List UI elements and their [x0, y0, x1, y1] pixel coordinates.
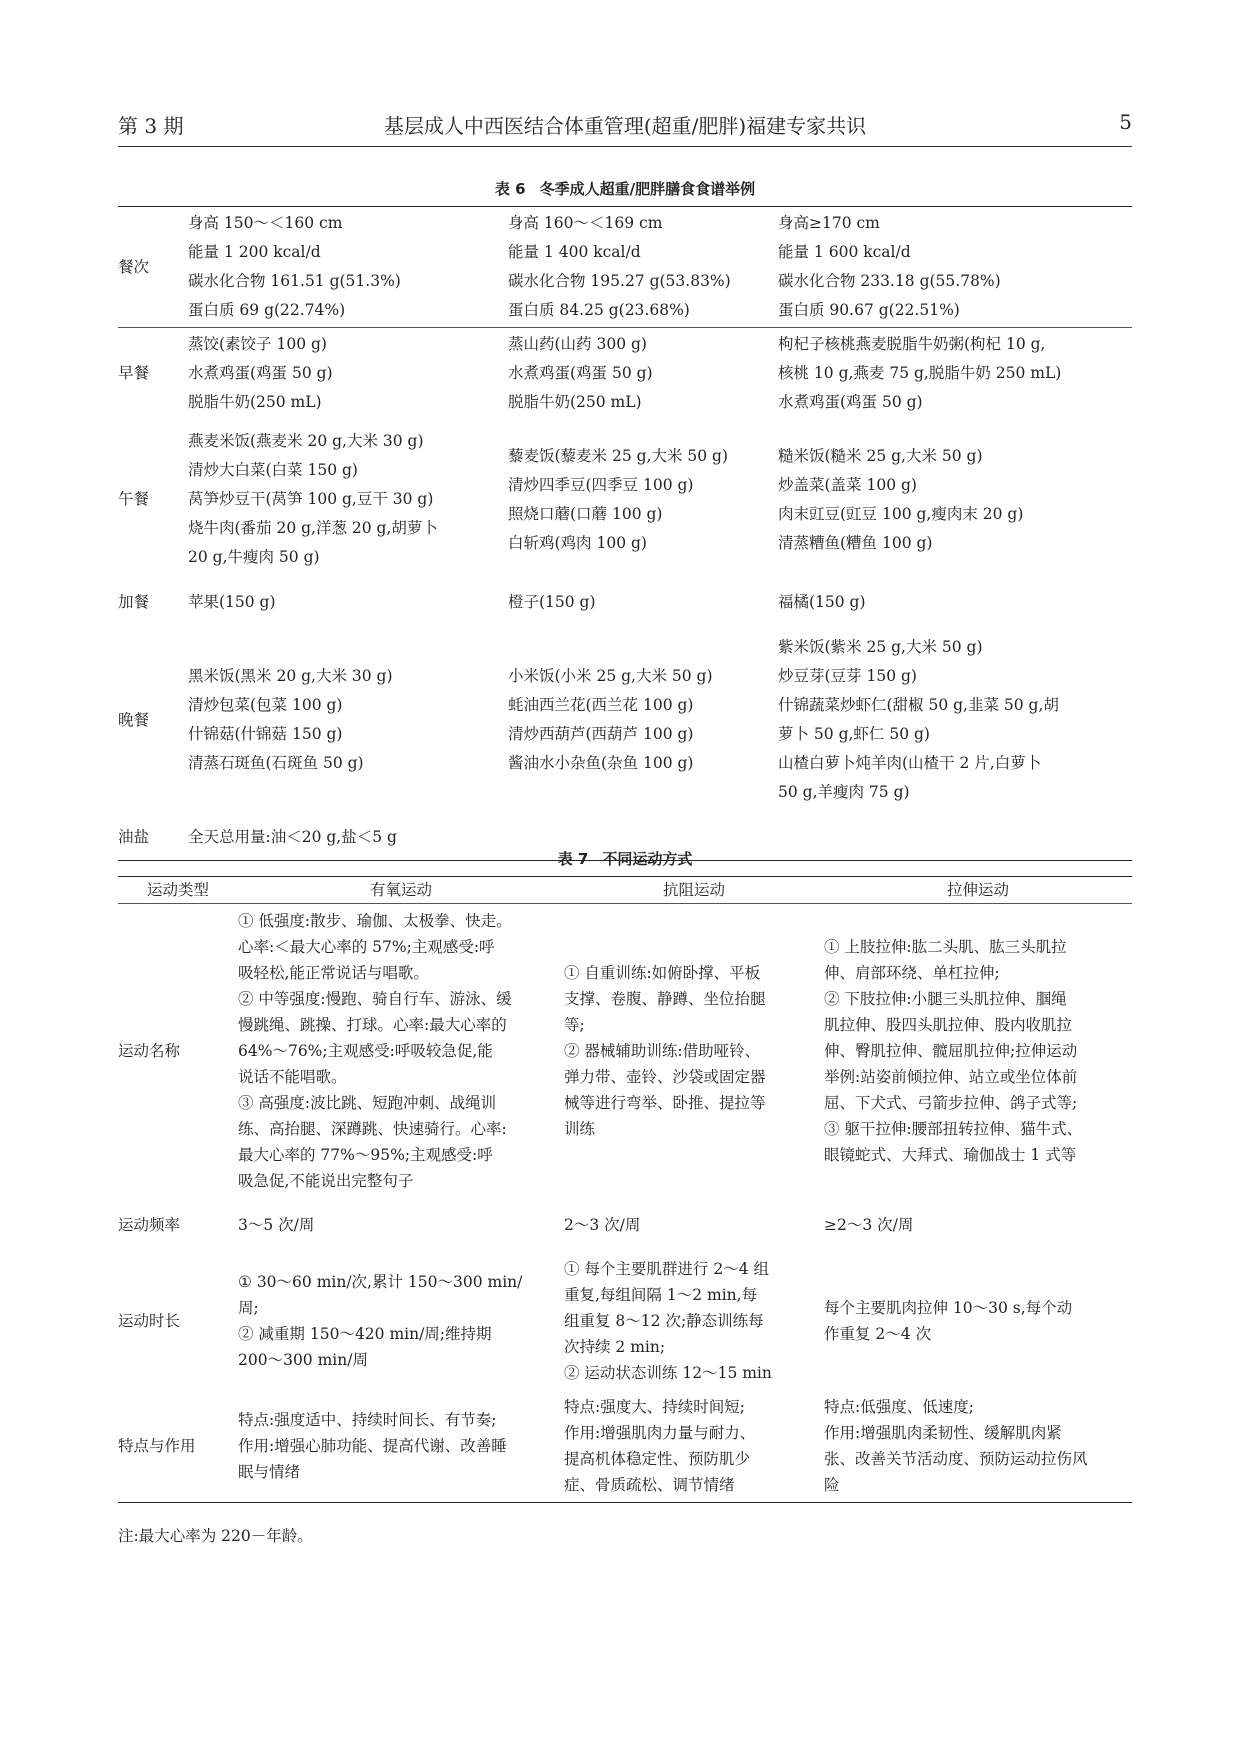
cell-line: 什锦菇(什锦菇 150 g): [188, 725, 343, 743]
menu-cell: [508, 625, 778, 815]
cell-line: 燕麦米饭(燕麦米 20 g,大米 30 g): [188, 432, 424, 450]
cell-line: 白斩鸡(鸡肉 100 g): [508, 533, 647, 552]
cell-line: 枸杞子核桃燕麦脱脂牛奶粥(枸杞 10 g,: [778, 335, 1046, 353]
cell-line: 福橘(150 g): [778, 593, 866, 611]
issue-number: 第 3 期: [118, 114, 184, 138]
height-group-header: [188, 207, 508, 328]
meal-header: 餐次: [118, 207, 188, 328]
cell-line: 清炒四季豆(四季豆 100 g): [508, 475, 694, 494]
exercise-cell: [564, 1198, 824, 1252]
cell-line: 能量 1 600 kcal/d: [778, 243, 911, 261]
cell-line: 身高 150～＜160 cm: [188, 214, 343, 232]
exercise-cell: [238, 904, 564, 1199]
cell-line: 重复,每组间隔 1～2 min,每: [564, 1286, 758, 1304]
cell-line: ① 每个主要肌群进行 2～4 组: [564, 1260, 770, 1278]
exercise-cell: [564, 904, 824, 1199]
cell-line: 苹果(150 g): [188, 593, 276, 611]
cell-line: 支撑、卷腹、静蹲、坐位抬腿: [564, 990, 766, 1008]
cell-line: ③ 高强度:波比跳、短跑冲刺、战绳训: [238, 1094, 497, 1112]
menu-cell: [778, 625, 1132, 815]
cell-line: 清蒸石斑鱼(石斑鱼 50 g): [188, 754, 364, 772]
table7-exercise: [118, 876, 1132, 1503]
table6-body: [118, 207, 1132, 861]
cell-line: 最大心率的 77%～95%;主观感受:呼: [238, 1146, 493, 1164]
cell-line: 20 g,牛瘦肉 50 g): [188, 548, 320, 566]
exercise-row: [118, 1390, 1132, 1503]
meal-row: [118, 580, 1132, 625]
cell-line: 全天总用量:油＜20 g,盐＜5 g: [188, 828, 397, 846]
exercise-row-label: 运动名称: [118, 1042, 181, 1060]
exercise-cell: [824, 1252, 1132, 1390]
cell-line: 身高≥170 cm: [778, 214, 880, 232]
cell-line: 清炒包菜(包菜 100 g): [188, 696, 343, 714]
menu-cell: [188, 419, 508, 580]
cell-line: 橙子(150 g): [508, 593, 596, 611]
t7-header-stretch: 拉伸运动: [824, 877, 1132, 904]
cell-line: 肌拉伸、股四头肌拉伸、股内收肌拉: [824, 1016, 1073, 1034]
cell-line: 特点:强度适中、持续时间长、有节奏;: [238, 1411, 497, 1429]
cell-line: 特点:低强度、低速度;: [824, 1398, 974, 1416]
cell-line: 萝卜 50 g,虾仁 50 g): [778, 725, 930, 743]
cell-line: 每个主要肌肉拉伸 10～30 s,每个动: [824, 1299, 1073, 1317]
meal-row: [118, 419, 1132, 580]
cell-line: 作用:增强心肺功能、提高代谢、改善睡: [238, 1437, 507, 1455]
exercise-cell: [824, 1390, 1132, 1503]
cell-line: 作用:增强肌肉力量与耐力、: [564, 1424, 756, 1442]
cell-line: 眼镜蛇式、大拜式、瑜伽战士 1 式等: [824, 1146, 1077, 1164]
cell-line: ② 减重期 150～420 min/周;维持期: [238, 1325, 492, 1343]
cell-line: 小米饭(小米 25 g,大米 50 g): [508, 667, 713, 685]
cell-line: 蛋白质 69 g(22.74%): [188, 301, 346, 319]
cell-line: 蛋白质 90.67 g(22.51%): [778, 301, 960, 319]
table7-header-row: [118, 877, 1132, 904]
exercise-cell: [824, 904, 1132, 1199]
menu-cell: [778, 419, 1132, 580]
meal-row: [118, 625, 1132, 815]
t7-header-resistance: 抗阻运动: [564, 877, 824, 904]
cell-line: 炒豆芽(豆芽 150 g): [778, 667, 917, 685]
cell-line: 提高机体稳定性、预防肌少: [564, 1450, 751, 1468]
cell-line: ② 器械辅助训练:借助哑铃、: [564, 1042, 761, 1060]
cell-line: 清蒸糟鱼(糟鱼 100 g): [778, 533, 933, 552]
table7-note: 注:最大心率为 220－年龄。: [118, 1527, 313, 1545]
cell-line: 莴笋炒豆干(莴笋 100 g,豆干 30 g): [188, 490, 434, 508]
cell-line: 炒盖菜(盖菜 100 g): [778, 475, 917, 494]
cell-line: 周;: [238, 1299, 259, 1317]
t7-header-type: 运动类型: [118, 877, 238, 904]
cell-line: ② 运动状态训练 12～15 min: [564, 1364, 772, 1382]
cell-line: 组重复 8～12 次;静态训练每: [564, 1312, 764, 1330]
exercise-cell: [238, 1390, 564, 1503]
menu-cell: [778, 580, 1132, 625]
exercise-row-label: 运动频率: [118, 1216, 181, 1234]
cell-line: ① 自重训练:如俯卧撑、平板: [564, 964, 761, 982]
cell-line: 屈、下犬式、弓箭步拉伸、鸽子式等;: [824, 1094, 1078, 1112]
table7-caption: [118, 848, 1132, 869]
exercise-cell: [238, 1198, 564, 1252]
menu-cell: [508, 328, 778, 420]
menu-cell: [778, 328, 1132, 420]
cell-line: 50 g,羊瘦肉 75 g): [778, 783, 910, 801]
cell-line: ③ 躯干拉伸:腰部扭转拉伸、猫牛式、: [824, 1120, 1083, 1138]
meal-label: 午餐: [118, 490, 150, 508]
running-header: [118, 110, 1132, 147]
cell-line: 特点:强度大、持续时间短;: [564, 1398, 745, 1416]
meal-label: 油盐: [118, 828, 150, 846]
cell-line: 能量 1 200 kcal/d: [188, 243, 321, 261]
exercise-cell: [564, 1390, 824, 1503]
exercise-row: [118, 1198, 1132, 1252]
cell-line: 糙米饭(糙米 25 g,大米 50 g): [778, 446, 983, 465]
table7-title: 不同运动方式: [602, 850, 693, 868]
cell-line: 照烧口蘑(口蘑 100 g): [508, 504, 663, 523]
cell-line: 什锦蔬菜炒虾仁(甜椒 50 g,韭菜 50 g,胡: [778, 696, 1059, 714]
meal-label: 早餐: [118, 364, 150, 382]
cell-line: 黑米饭(黑米 20 g,大米 30 g): [188, 667, 393, 685]
page-number: 5: [1119, 110, 1132, 134]
cell-line: 蚝油西兰花(西兰花 100 g): [508, 696, 694, 714]
cell-line: 紫米饭(紫米 25 g,大米 50 g): [778, 638, 983, 656]
cell-line: 200～300 min/周: [238, 1351, 368, 1369]
cell-line: 训练: [564, 1120, 596, 1138]
exercise-cell: [238, 1252, 564, 1390]
cell-line: 水煮鸡蛋(鸡蛋 50 g): [188, 364, 333, 382]
cell-line: 身高 160～＜169 cm: [508, 214, 663, 232]
table6-header-row: [118, 207, 1132, 328]
cell-line: 说话不能唱歌。: [238, 1068, 347, 1086]
cell-line: 酱油水小杂鱼(杂鱼 100 g): [508, 754, 694, 772]
cell-line: 水煮鸡蛋(鸡蛋 50 g): [778, 393, 923, 411]
cell-line: 举例:站姿前倾拉伸、站立或坐位体前: [824, 1068, 1078, 1086]
cell-line: 练、高抬腿、深蹲跳、快速骑行。心率:: [238, 1120, 507, 1138]
cell-line: 蒸山药(山药 300 g): [508, 335, 647, 353]
cell-line: 吸轻松,能正常说话与唱歌。: [238, 964, 429, 982]
cell-line: 肉末豇豆(豇豆 100 g,瘦肉末 20 g): [778, 504, 1024, 523]
cell-line: 山楂白萝卜炖羊肉(山楂干 2 片,白萝卜: [778, 754, 1042, 772]
cell-line: 碳水化合物 161.51 g(51.3%): [188, 272, 401, 290]
cell-line: 械等进行弯举、卧推、提拉等: [564, 1094, 766, 1112]
cell-line: 核桃 10 g,燕麦 75 g,脱脂牛奶 250 mL): [778, 364, 1062, 382]
table6-label: 表 6: [494, 180, 526, 198]
cell-line: 水煮鸡蛋(鸡蛋 50 g): [508, 364, 653, 382]
exercise-cell: [824, 1198, 1132, 1252]
cell-line: 能量 1 400 kcal/d: [508, 243, 641, 261]
cell-line: 症、骨质疏松、调节情绪: [564, 1476, 735, 1494]
cell-line: ① 30～60 min/次,累计 150～300 min/: [238, 1273, 523, 1291]
cell-line: 险: [824, 1476, 840, 1494]
menu-cell: [188, 625, 508, 815]
cell-line: 脱脂牛奶(250 mL): [508, 393, 642, 411]
cell-line: 藜麦饭(藜麦米 25 g,大米 50 g): [508, 446, 729, 465]
table6-title: 冬季成人超重/肥胖膳食食谱举例: [539, 180, 756, 198]
cell-line: 慢跳绳、跳操、打球。心率:最大心率的: [238, 1016, 507, 1034]
table6-caption: [118, 178, 1132, 199]
cell-line: 脱脂牛奶(250 mL): [188, 393, 322, 411]
menu-cell: [188, 328, 508, 420]
cell-line: 张、改善关节活动度、预防运动拉伤风: [824, 1450, 1088, 1468]
height-group-header: [508, 207, 778, 328]
cell-line: ≥2～3 次/周: [824, 1216, 914, 1234]
exercise-cell: [564, 1252, 824, 1390]
exercise-row: [118, 1252, 1132, 1390]
cell-line: 清炒大白菜(白菜 150 g): [188, 461, 358, 479]
cell-line: 2～3 次/周: [564, 1216, 641, 1234]
meal-row: [118, 328, 1132, 420]
cell-line: 伸、臀肌拉伸、髋屈肌拉伸;拉伸运动: [824, 1042, 1078, 1060]
cell-line: 吸急促,不能说出完整句子: [238, 1172, 414, 1190]
cell-line: 作重复 2～4 次: [824, 1325, 932, 1343]
cell-line: 眠与情绪: [238, 1463, 301, 1481]
cell-line: 心率:＜最大心率的 57%;主观感受:呼: [238, 938, 495, 956]
cell-line: 烧牛肉(番茄 20 g,洋葱 20 g,胡萝卜: [188, 519, 438, 537]
journal-title: 基层成人中西医结合体重管理(超重/肥胖)福建专家共识: [383, 114, 867, 138]
cell-line: 弹力带、壶铃、沙袋或固定器: [564, 1068, 766, 1086]
menu-cell: [508, 419, 778, 580]
table6-menu: [118, 206, 1132, 861]
cell-line: 次持续 2 min;: [564, 1338, 666, 1356]
menu-cell: [508, 580, 778, 625]
height-group-header: [778, 207, 1132, 328]
table7-body: [118, 904, 1132, 1503]
cell-line: ① 上肢拉伸:肱二头肌、肱三头肌拉: [824, 938, 1067, 956]
table7-label: 表 7: [557, 850, 589, 868]
meal-label: 晚餐: [118, 710, 150, 729]
cell-line: 作用:增强肌肉柔韧性、缓解肌肉紧: [824, 1424, 1062, 1442]
t7-header-aerobic: 有氧运动: [238, 877, 564, 904]
cell-line: 蒸饺(素饺子 100 g): [188, 335, 327, 353]
cell-line: 64%～76%;主观感受:呼吸较急促,能: [238, 1042, 493, 1060]
cell-line: 清炒西葫芦(西葫芦 100 g): [508, 725, 694, 743]
cell-line: 等;: [564, 1016, 585, 1034]
exercise-row-label: 特点与作用: [118, 1437, 196, 1455]
meal-label: 加餐: [118, 593, 150, 611]
cell-line: 3～5 次/周: [238, 1216, 315, 1234]
cell-line: 伸、肩部环绕、单杠拉伸;: [824, 964, 1000, 982]
cell-line: ① 低强度:散步、瑜伽、太极拳、快走。: [238, 912, 512, 930]
cell-line: 碳水化合物 233.18 g(55.78%): [778, 272, 1001, 290]
menu-cell: [188, 580, 508, 625]
cell-line: ② 下肢拉伸:小腿三头肌拉伸、腘绳: [824, 990, 1067, 1008]
cell-line: ② 中等强度:慢跑、骑自行车、游泳、缓: [238, 990, 512, 1008]
exercise-row-label: 运动时长: [118, 1312, 181, 1330]
cell-line: 碳水化合物 195.27 g(53.83%): [508, 272, 731, 290]
cell-line: 蛋白质 84.25 g(23.68%): [508, 301, 690, 319]
exercise-row: [118, 904, 1132, 1199]
